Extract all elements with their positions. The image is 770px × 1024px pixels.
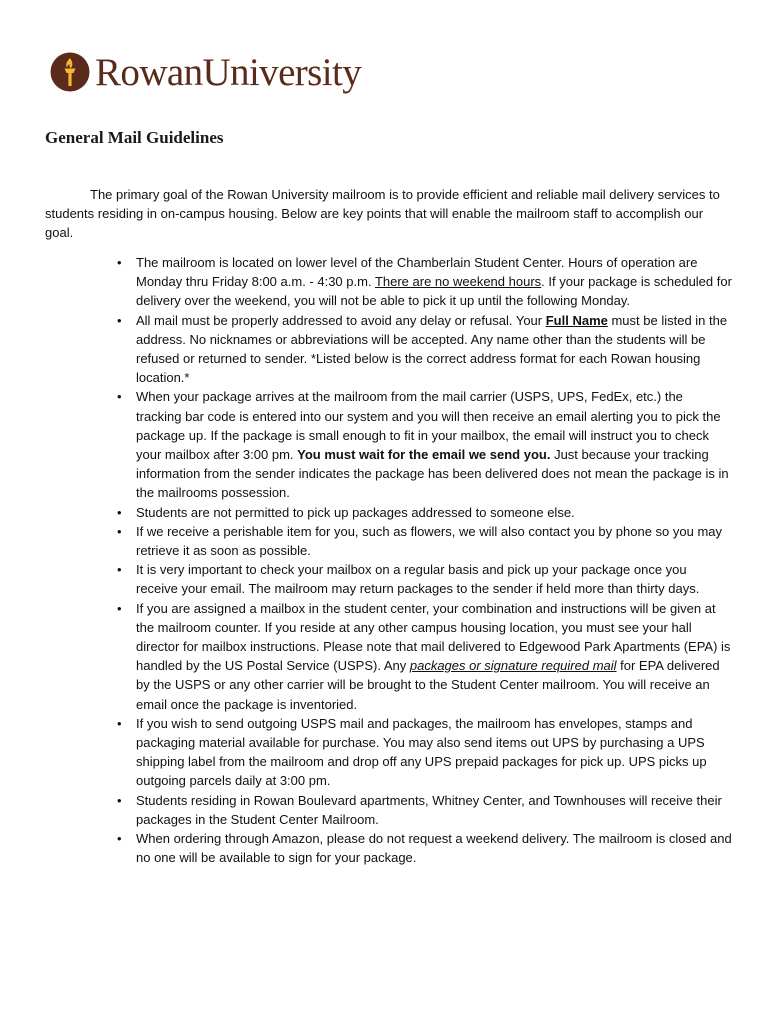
item-text: for EPA delivered by the USPS or any other carrier will be brought to the Student Center mailroom. You will receive an email once the package is inventoried. bbox=[136, 658, 720, 712]
item-text: When your package arrives at the mailroom from the mail carrier (USPS, UPS, FedEx, etc.) the tracking bar code is entered into our system and you will then receive an email alerting you to pick the package up. If the package is small enough to fit in your mailbox, the email will instruct you to check your mailbox after 3:00 pm. bbox=[136, 389, 721, 463]
list-item bbox=[117, 791, 732, 829]
list-item bbox=[117, 829, 732, 867]
guidelines-list bbox=[117, 253, 732, 868]
item-text: Students residing in Rowan Boulevard apartments, Whitney Center, and Townhouses will receive their packages in the Student Center Mailroom. bbox=[136, 792, 722, 827]
bullet-icon: • bbox=[117, 562, 122, 578]
list-item bbox=[117, 253, 732, 311]
item-text: Just because your tracking information from the sender indicates the package has been delivered does not mean the package is in the mailrooms possession. bbox=[136, 447, 729, 501]
page-title: General Mail Guidelines bbox=[45, 128, 224, 147]
list-item bbox=[117, 311, 732, 388]
list-item bbox=[117, 387, 732, 502]
item-text: If you wish to send outgoing USPS mail and packages, the mailroom has envelopes, stamps and packaging material available for purchase. You may also send items out UPS by purchasing a UPS shipping label from the mailroom and drop off any UPS prepaid packages for pick up. UPS picks up outgoing parcels daily at 3:00 pm. bbox=[136, 715, 707, 789]
item-text: All mail must be properly addressed to avoid any delay or refusal. Your bbox=[136, 312, 546, 328]
item-text: It is very important to check your mailbox on a regular basis and pick up your package once you receive your email. The mailroom may return packages to the sender if held more than thirty days. bbox=[136, 562, 700, 597]
item-text: If we receive a perishable item for you, such as flowers, we will also contact you by phone so you may retrieve it as soon as possible. bbox=[136, 523, 723, 559]
emphasis-underline: There are no weekend hours bbox=[374, 274, 542, 290]
bullet-icon: • bbox=[117, 523, 122, 539]
emphasis-bold-underline: Full Name bbox=[545, 312, 608, 328]
list-item bbox=[117, 560, 732, 598]
item-text: Students are not permitted to pick up packages addressed to someone else. bbox=[136, 504, 575, 520]
intro-paragraph: The primary goal of the Rowan University mailroom is to provide efficient and reliable mail delivery services to students residing in on-campus housing. Below are key points that will enable the mailroom staff to accomplish our goal. bbox=[45, 187, 720, 241]
bullet-icon: • bbox=[117, 600, 122, 616]
bullet-icon: • bbox=[117, 715, 122, 731]
item-text: The mailroom is located on lower level of the Chamberlain Student Center. Hours of operation are Monday thru Friday 8:00 a.m. - 4:30 p.m. bbox=[136, 255, 698, 290]
list-item bbox=[117, 714, 732, 791]
list-item bbox=[117, 503, 732, 522]
logo-wordmark: RowanUniversity bbox=[95, 50, 362, 94]
bullet-icon: • bbox=[117, 831, 122, 847]
bullet-icon: • bbox=[117, 312, 122, 328]
item-text: If you are assigned a mailbox in the student center, your combination and instructions will be given at the mailroom counter. If you reside at any other campus housing location, you must see your hall director for mailbox instructions. Please note that mail delivered to Edgewood Park Apartments (EPA) is handled by the US Postal Service (USPS). Any bbox=[136, 600, 731, 674]
bullet-icon: • bbox=[117, 255, 122, 270]
torch-seal-icon bbox=[50, 52, 90, 92]
rowan-logo bbox=[50, 46, 361, 98]
bullet-icon: • bbox=[117, 389, 122, 405]
emphasis-bold: You must wait for the email we send you. bbox=[297, 447, 551, 463]
emphasis-italic-underline: packages or signature required mail bbox=[409, 658, 617, 674]
bullet-icon: • bbox=[117, 504, 122, 520]
item-text: When ordering through Amazon, please do not request a weekend delivery. The mailroom is closed and no one will be available to sign for your package. bbox=[136, 831, 732, 866]
list-item bbox=[117, 522, 732, 560]
bullet-icon: • bbox=[117, 792, 122, 808]
item-text: must be listed in the address. No nicknames or abbreviations will be accepted. Any name other than the students will be refused or returned to sender. *Listed below is the correct address format for each Rowan housing location.* bbox=[136, 312, 728, 386]
list-item bbox=[117, 599, 732, 714]
item-text: . If your package is scheduled for delivery over the weekend, you will not be able to pick it up until the following Monday. bbox=[136, 274, 732, 309]
